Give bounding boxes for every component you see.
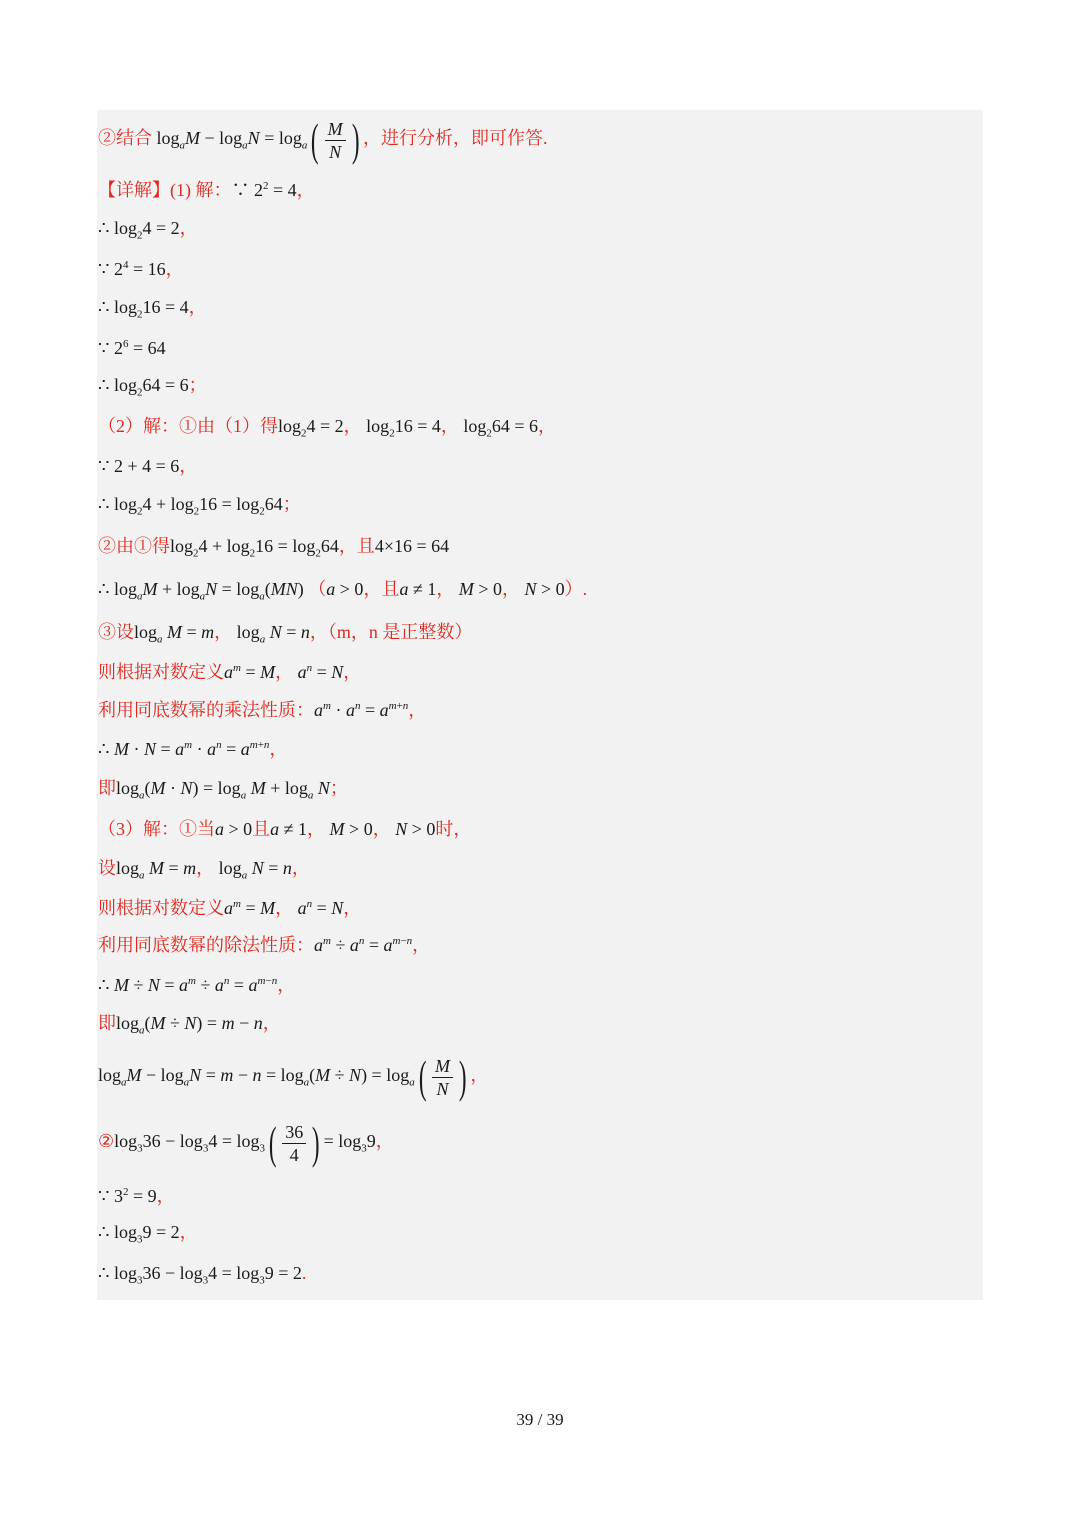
integer-note: （m，n 是正整数）: [327, 622, 473, 642]
line-11: ②由①得$\log_24 + \log_216 = \log_264$，且4×16 = 64: [98, 536, 450, 560]
circle-2: ②: [98, 1131, 115, 1152]
line-10: ∴ $\log_24 + \log_216 = \log_264$；: [98, 494, 301, 518]
line-5: ∴ $\log_216 = 4$，: [98, 297, 207, 321]
line-24: $\log_aM - \log_aN = m - n = \log_a(M \div N) = \log_a$( $\frac{M}{N}$ ) ，: [98, 1051, 489, 1102]
line-8: （2）解：①由（1）得$\log_24 = 2$， $\log_216 = 4$， $\log_264 = 6$，: [98, 416, 557, 440]
line-7: ∴ $\log_264 = 6$；: [98, 375, 207, 399]
line-2: 【详解】(1) 解：∵ $2^2 = 4$，: [98, 180, 315, 200]
line-12: ∴ $\log_aM + \log_aN = \log_a(MN) (a > 0$，且a ≠ 1， M > 0， N > 0）.: [98, 579, 588, 603]
definition-label-2: 则根据对数定义: [98, 898, 224, 918]
line-14: 则根据对数定义$a^m = M$， $a^n = N$，: [98, 662, 362, 682]
text-label: ②结合: [98, 128, 152, 149]
line-23: 即$\log_a(M \div N) = m - n$，: [98, 1013, 281, 1037]
div-property-label: 利用同底数幂的除法性质：: [98, 935, 314, 955]
line-17: 即$\log_a(M \cdot N) = \log_a M + \log_a N$；: [98, 778, 348, 802]
line-20: 则根据对数定义$a^m = M$， $a^n = N$，: [98, 898, 362, 918]
line-27: ∴ $\log_39 = 2$，: [98, 1222, 198, 1246]
part1-label: (1) 解：: [170, 180, 232, 200]
set-label-2: 设: [98, 858, 116, 878]
paren-close: ）.: [564, 579, 588, 599]
page-number: 39 / 39: [516, 1410, 564, 1429]
line-1: ②结合 $\log_aM - \log_aN = \log_a$( $\frac{M}{N}$ ) ，进行分析，即可作答.: [98, 114, 548, 165]
definition-label: 则根据对数定义: [98, 662, 224, 682]
line-28: ∴ $\log_336 - \log_34 = \log_39 = 2$.: [98, 1263, 307, 1287]
mult-property-label: 利用同底数幂的乘法性质：: [98, 700, 314, 720]
line-13: ③设$\log_a M = m$， $\log_a N = n$，（m，n 是正整数）: [98, 622, 473, 646]
part2b-label: ②由①得: [98, 536, 170, 556]
when-text: 时，: [435, 819, 472, 839]
line-16: ∴ $M \cdot N = a^m \cdot a^n = a^{m+n}$，: [98, 739, 288, 759]
and-text: 且: [356, 536, 375, 556]
line-15: 利用同底数幂的乘法性质：$a^m \cdot a^n = a^{m+n}$，: [98, 700, 427, 720]
line-25: $②\log_336 - \log_34 = \log_3$( $\frac{36}{4}$ ) = $\log_39$，: [98, 1117, 394, 1168]
line-6: ∵ $2^6 = 64$: [98, 338, 166, 358]
and-text-3: 且: [252, 819, 271, 839]
and-text-2: 且: [381, 579, 400, 599]
line-21: 利用同底数幂的除法性质：$a^m \div a^n = a^{m-n}$，: [98, 935, 431, 955]
part2-label: （2）解：①由（1）得: [98, 416, 278, 436]
line-9: ∵ 2 + 4 = 6，: [98, 456, 198, 476]
ji-label-2: 即: [98, 1013, 116, 1033]
line-4: ∵ $2^4 = 16$，: [98, 259, 184, 279]
line-18: （3）解：①当a > 0且a ≠ 1， M > 0， N > 0时，: [98, 819, 472, 839]
paren-open: （: [308, 579, 327, 599]
set-label: ③设: [98, 622, 134, 642]
line-19: 设$\log_a M = m$， $\log_a N = n$，: [98, 858, 310, 882]
part3-label: （3）解：①当: [98, 819, 215, 839]
line-3: ∴ $\log_24 = 2$，: [98, 218, 198, 242]
line-26: ∵ $3^2 = 9$，: [98, 1186, 175, 1206]
text-tail: ，进行分析，即可作答.: [363, 128, 548, 149]
line-22: ∴ $M \div N = a^m \div a^n = a^{m-n}$，: [98, 975, 296, 995]
ji-label: 即: [98, 778, 116, 798]
detail-label: 【详解】: [98, 180, 170, 200]
